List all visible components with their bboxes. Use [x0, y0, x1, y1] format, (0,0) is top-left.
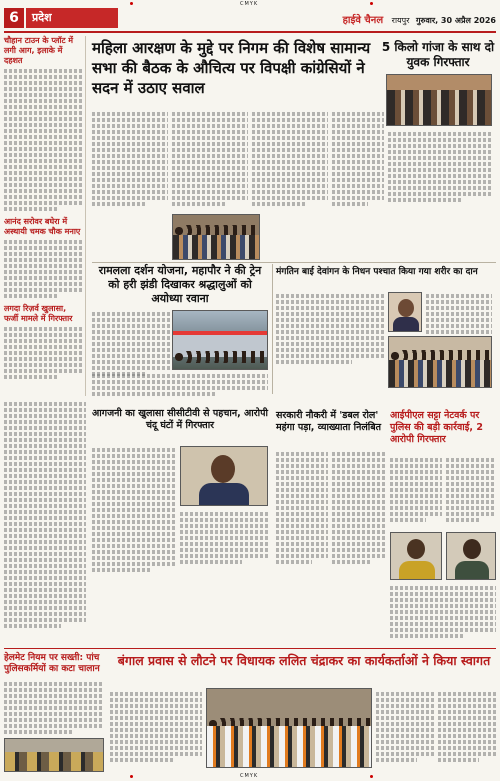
left-story-headline: आनंद सरोवर बघेरा में अस्थायी चमक चौक मनाए	[4, 217, 81, 236]
naukri-body	[332, 450, 386, 566]
left-story-body	[4, 240, 82, 298]
helmet-police-photo	[4, 738, 104, 772]
aagjani-headline: आगजनी का खुलासा सीसीटीवी से पहचान, आरोपी चंदू घंटों में गिरफ्तार	[92, 408, 268, 431]
ipl-body	[390, 456, 442, 524]
ganja-headline: 5 किलो गांजा के साथ दो युवक गिरफ्तार	[381, 40, 495, 69]
helmet-headline: हेलमेट नियम पर सख्ती: पांच पुलिसकर्मियों का कटा चालान	[4, 653, 100, 674]
naukri-headline: सरकारी नौकरी में 'डबल रोल' महंगा पड़ा, व्याख्याता निलंबित	[276, 410, 382, 433]
family-photo	[388, 336, 492, 388]
registration-mark	[130, 775, 133, 778]
council-meeting-photo	[172, 214, 260, 260]
left-column	[4, 36, 86, 396]
mangtin-body	[276, 292, 384, 366]
city: रायपुर	[391, 16, 410, 25]
registration-mark	[370, 775, 373, 778]
section-divider	[92, 262, 496, 263]
train-photo	[172, 310, 268, 370]
column-divider	[272, 264, 273, 394]
brand-name: हाईवे चैनल	[342, 15, 384, 26]
lalit-body	[110, 690, 202, 764]
ipl-body	[446, 456, 496, 524]
lalit-body	[376, 690, 434, 764]
page-header	[4, 8, 496, 30]
left-story-body	[4, 327, 82, 379]
lalit-chandrakar-headline: बंगाल प्रवास से लौटने पर विधायक ललित चंद्राकर का कार्यकर्ताओं ने किया स्वागत	[117, 653, 491, 668]
left-story-headline: लगदा रिज़र्व खुलासा, फर्जी मामले में गिरफ्तार	[4, 304, 73, 323]
lead-headline: महिला आरक्षण के मुद्दे पर निगम की विशेष सामान्य सभा की बैठक के औचित्य पर विपक्षी कांग्रेसियों ने सदन में उठाए सवाल	[92, 39, 371, 97]
lead-story-body	[92, 110, 492, 214]
registration-mark	[130, 2, 133, 5]
mangtin-headline: मंगतिन बाई देवांगन के निधन पश्चात किया गया शरीर का दान	[276, 267, 478, 277]
cmyk-strip: CMYK	[240, 1, 259, 7]
accused-photo	[180, 446, 268, 506]
helmet-body	[4, 680, 104, 736]
left-story-headline: चौहान टाउन के प्लॉट में लगी आग, इलाके में दहशत	[4, 36, 74, 65]
masthead-info	[343, 12, 496, 26]
ram-lalla-headline: रामलला दर्शन योजना, महापौर ने की ट्रेन को हरी झंडी दिखाकर श्रद्धालुओं को अयोध्या रवाना	[98, 264, 262, 305]
welcome-photo	[206, 688, 372, 768]
ipl-suspect-photo-1	[390, 532, 442, 580]
portrait-photo	[388, 292, 422, 332]
page-number: 6	[4, 8, 24, 28]
registration-mark	[370, 2, 373, 5]
ipl-body	[390, 584, 496, 640]
header-rule	[4, 31, 496, 33]
left-story-body	[4, 69, 82, 211]
aagjani-body	[180, 510, 268, 566]
naukri-body	[276, 450, 328, 566]
section-divider	[4, 648, 496, 649]
section-label: प्रदेश	[26, 8, 118, 28]
aagjani-body	[92, 446, 176, 574]
ipl-headline: आईपीएल सट्टा नेटवर्क पर पुलिस की बड़ी कार्रवाई, 2 आरोपी गिरफ्तार	[390, 410, 483, 445]
ram-lalla-body	[92, 372, 268, 398]
ram-lalla-body	[92, 310, 170, 378]
left-lower-body	[4, 400, 86, 630]
lalit-body	[438, 690, 496, 764]
date: गुरुवार, 30 अप्रैल 2026	[416, 16, 496, 25]
cmyk-strip: CMYK	[240, 773, 259, 779]
ipl-suspect-photo-2	[446, 532, 496, 580]
